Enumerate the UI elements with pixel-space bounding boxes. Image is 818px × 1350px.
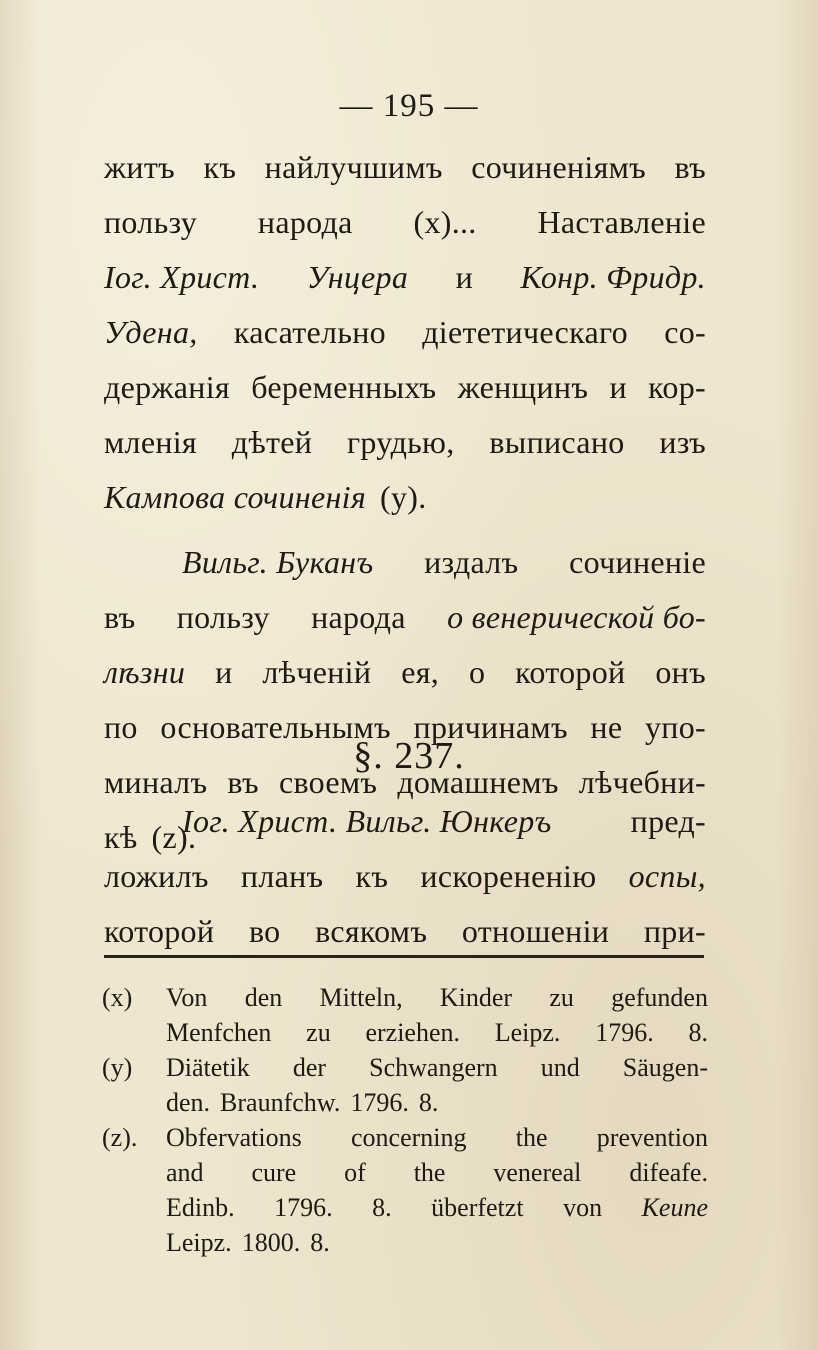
- word: 1800.: [241, 1228, 301, 1257]
- footnote-divider: [104, 955, 704, 958]
- word: своемъ: [278, 764, 378, 800]
- word: сочиненіямъ: [471, 149, 647, 185]
- word: the: [413, 1158, 446, 1187]
- word: 8.: [418, 1088, 439, 1117]
- footnote-mark: (y): [102, 1053, 133, 1082]
- word: мленія: [104, 424, 197, 460]
- text-line: [104, 849, 706, 904]
- book-title: о венерической бо-: [447, 599, 706, 635]
- person-name: Іог. Христ. Вильг. Юнкеръ: [182, 803, 552, 839]
- word: пред-: [630, 803, 706, 839]
- book-title: Кампова сочиненія: [104, 479, 367, 515]
- word: gefunden: [611, 983, 708, 1012]
- word: которой: [515, 654, 626, 690]
- word: und: [540, 1053, 580, 1082]
- word: of: [344, 1158, 366, 1187]
- word: Edinb.: [166, 1193, 235, 1222]
- footnote-line: [166, 1190, 708, 1225]
- word: 8.: [372, 1193, 392, 1222]
- footnote-line: [166, 1085, 708, 1120]
- person-name: Конр. Фридр.: [520, 259, 706, 295]
- word: Braunfchw.: [220, 1088, 341, 1117]
- word: житъ: [104, 149, 175, 185]
- word: изъ: [659, 424, 706, 460]
- word: überfetzt: [431, 1193, 524, 1222]
- word: выписано: [489, 424, 625, 460]
- text-line: [104, 360, 706, 415]
- word: 8.: [688, 1018, 708, 1047]
- word: причинамъ: [413, 709, 568, 745]
- page-number: — 195 —: [339, 88, 479, 124]
- word: которой: [104, 913, 215, 949]
- word: venereal: [493, 1158, 582, 1187]
- footnote-line: [166, 1015, 708, 1050]
- word: difeafe.: [629, 1158, 708, 1187]
- footnote-ref-y: (y).: [380, 479, 427, 515]
- word: Leipz.: [166, 1228, 232, 1257]
- paragraph-3: [104, 794, 706, 959]
- word: Kinder: [439, 983, 513, 1012]
- word: cure: [251, 1158, 297, 1187]
- text-line: [104, 794, 706, 849]
- person-name: Унцера: [306, 259, 409, 295]
- word: во: [248, 913, 281, 949]
- word: отношеніи: [461, 913, 610, 949]
- word: къ: [203, 149, 237, 185]
- word: въ: [674, 149, 706, 185]
- word: не: [590, 709, 623, 745]
- word: искорененію: [420, 858, 597, 894]
- word: 8.: [310, 1228, 330, 1257]
- word: всякомъ: [315, 913, 428, 949]
- word: erziehen.: [365, 1018, 460, 1047]
- word: den: [244, 983, 283, 1012]
- word: лѣчебни-: [578, 764, 706, 800]
- word: 1796.: [595, 1018, 654, 1047]
- word: den.: [166, 1088, 211, 1117]
- word: пользу: [104, 204, 198, 240]
- word: дѣтей: [231, 424, 313, 460]
- word: и: [215, 654, 233, 690]
- word: въ: [227, 764, 259, 800]
- word: грудью,: [347, 424, 455, 460]
- word: 1796.: [274, 1193, 333, 1222]
- footnote-y: [102, 1050, 708, 1120]
- word: при-: [643, 913, 706, 949]
- word: zu: [306, 1018, 331, 1047]
- text-line: [104, 140, 706, 195]
- word: народа: [311, 599, 406, 635]
- footnote-line: [166, 1225, 708, 1260]
- person-name: Вильг. Буканъ: [182, 544, 374, 580]
- text-line: [104, 645, 706, 700]
- word: основательнымъ: [160, 709, 391, 745]
- text-line: [104, 904, 706, 959]
- word: и: [609, 369, 627, 405]
- book-title: лѣзни: [104, 654, 186, 690]
- text-line: [104, 305, 706, 360]
- text-line: [104, 470, 706, 525]
- text-line: [104, 195, 706, 250]
- word: Schwangern: [369, 1053, 498, 1082]
- footnote-text: [166, 1120, 708, 1260]
- word: Diätetik: [166, 1053, 250, 1082]
- footnote-line: [166, 1120, 708, 1155]
- word: von: [563, 1193, 603, 1222]
- word: держанія: [104, 369, 230, 405]
- person-name: Удена,: [104, 314, 198, 350]
- footnote-line: [166, 980, 708, 1015]
- word: діететическаго: [422, 314, 628, 350]
- word: Leipz.: [494, 1018, 561, 1047]
- translator-name: Keune: [641, 1193, 708, 1222]
- word: касательно: [233, 314, 386, 350]
- word: о: [468, 654, 486, 690]
- section-heading: §. 237.: [353, 735, 465, 777]
- text-line: [104, 250, 706, 305]
- footnote-mark: (x): [102, 983, 133, 1012]
- footnote-line: [166, 1155, 708, 1190]
- word: издалъ: [424, 544, 519, 580]
- word: Mitteln,: [319, 983, 403, 1012]
- footnote-z: [102, 1120, 708, 1260]
- footnote-text: [166, 980, 708, 1050]
- footnote-text: [166, 1050, 708, 1120]
- word: беременныхъ: [251, 369, 437, 405]
- word: Säugen-: [622, 1053, 708, 1082]
- word: Наставленіе: [537, 204, 706, 240]
- word: кор-: [648, 369, 706, 405]
- footnote-mark: (z).: [102, 1123, 138, 1152]
- word: 1796.: [350, 1088, 409, 1117]
- text-line: [104, 590, 706, 645]
- word: Obfervations: [166, 1123, 302, 1152]
- word: пользу: [176, 599, 270, 635]
- footnote-line: [166, 1050, 708, 1085]
- word: народа: [257, 204, 353, 240]
- word: concerning: [351, 1123, 467, 1152]
- footnote-ref-z: (z).: [151, 819, 197, 855]
- word: и: [455, 259, 474, 295]
- word: Von: [166, 983, 208, 1012]
- word: домашнемъ: [397, 764, 559, 800]
- word: къ: [355, 858, 389, 894]
- word: лѣченій: [262, 654, 372, 690]
- word: женщинъ: [457, 369, 589, 405]
- word: zu: [549, 983, 574, 1012]
- word: кѣ: [104, 819, 138, 855]
- footnote-ref-x: (x)...: [413, 204, 477, 240]
- word: по: [104, 709, 138, 745]
- word: Menfchen: [166, 1018, 272, 1047]
- word: сочиненіе: [569, 544, 706, 580]
- word: the: [515, 1123, 548, 1152]
- word: prevention: [596, 1123, 708, 1152]
- word: ложилъ: [104, 858, 209, 894]
- word: онъ: [655, 654, 706, 690]
- text-line: [104, 415, 706, 470]
- footnotes: [102, 980, 708, 1260]
- word: and: [166, 1158, 204, 1187]
- word: найлучшимъ: [264, 149, 443, 185]
- text-line: [104, 535, 706, 590]
- word: ея,: [401, 654, 440, 690]
- word: въ: [104, 599, 136, 635]
- word: планъ: [240, 858, 324, 894]
- word: миналъ: [104, 764, 208, 800]
- word: der: [292, 1053, 327, 1082]
- footnote-x: [102, 980, 708, 1050]
- word: оспы,: [628, 858, 706, 894]
- word: со-: [664, 314, 706, 350]
- person-name: Іог. Христ.: [104, 259, 260, 295]
- word: упо-: [644, 709, 706, 745]
